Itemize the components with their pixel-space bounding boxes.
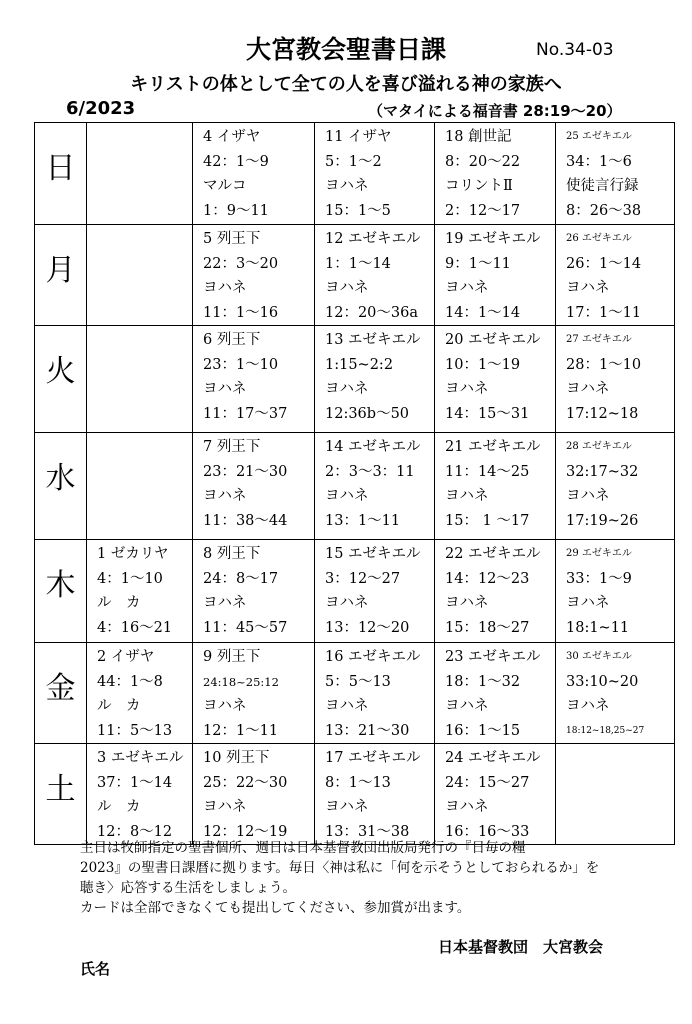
reading-verses: 14：12～23 — [445, 570, 530, 587]
reading-book: ヨハネ — [203, 381, 247, 397]
reading-verses: 11：1～16 — [203, 304, 279, 321]
reading-cell — [556, 123, 675, 225]
notes — [80, 838, 640, 918]
reading-book: ヨハネ — [203, 488, 247, 504]
reading-verses: 8：20～22 — [445, 153, 521, 170]
reading-cell — [87, 123, 193, 225]
reading-book: ヨハネ — [445, 799, 489, 815]
reading-cell — [556, 326, 675, 433]
subtitle: キリストの体として全ての人を喜び溢れる神の家族へ — [130, 74, 562, 95]
reading-book: コリントⅡ — [445, 178, 513, 194]
reading-book: ル カ — [97, 698, 141, 714]
reading-cell — [556, 744, 675, 845]
reading-cell — [315, 225, 435, 326]
reading-verses: 33:10~20 — [566, 673, 639, 690]
reading-verses: 13：1～11 — [325, 512, 401, 529]
reading-date-book: 22 エゼキエル — [445, 546, 541, 562]
reading-cell — [435, 540, 556, 643]
note-line: 主日は牧師指定の聖書個所、週日は日本基督教団出版局発行の『日毎の糧 — [80, 840, 526, 856]
reading-book: ヨハネ — [445, 488, 489, 504]
reading-verses: 24：15～27 — [445, 774, 530, 791]
reading-date-book: 19 エゼキエル — [445, 231, 541, 247]
reading-book: ヨハネ — [325, 488, 369, 504]
reading-cell — [556, 540, 675, 643]
weekday-label: 月 — [35, 225, 87, 326]
reading-verses: 1：1～14 — [325, 255, 391, 272]
reading-date-book: 14 エゼキエル — [325, 439, 421, 455]
calendar-row — [35, 744, 675, 845]
reading-verses: 17:12~18 — [566, 405, 639, 422]
theme-verse: （マタイによる福音書 28:19～20） — [368, 102, 622, 120]
reading-date-book: 26 エゼキエル — [566, 233, 632, 244]
reading-date-book: 6 列王下 — [203, 332, 261, 348]
reading-verses: 23：21～30 — [203, 463, 288, 480]
reading-verses: 8：1～13 — [325, 774, 391, 791]
reading-verses: 3：12～27 — [325, 570, 401, 587]
weekday-label: 火 — [35, 326, 87, 433]
reading-cell — [556, 433, 675, 540]
reading-verses: 17：1～11 — [566, 304, 642, 321]
reading-verses: 13：21～30 — [325, 722, 410, 739]
reading-verses: 13：31～38 — [325, 823, 410, 840]
reading-verses: 1:15~2:2 — [325, 356, 394, 373]
reading-verses: 42：1～9 — [203, 153, 269, 170]
reading-verses: 26：1～14 — [566, 255, 642, 272]
reading-verses: 1：9～11 — [203, 202, 269, 219]
reading-book: ヨハネ — [203, 280, 247, 296]
reading-verses: 33：1～9 — [566, 570, 632, 587]
reading-date-book: 9 列王下 — [203, 649, 261, 665]
reading-cell — [87, 643, 193, 744]
reading-cell — [435, 643, 556, 744]
reading-book: 使徒言行録 — [566, 178, 639, 194]
reading-verses: 18：1～32 — [445, 673, 521, 690]
reading-verses: 17:19~26 — [566, 512, 639, 529]
reading-calendar — [34, 122, 675, 845]
reading-verses: 18:1~11 — [566, 619, 630, 636]
reading-date-book: 27 エゼキエル — [566, 334, 632, 345]
document-number: No.34-03 — [536, 40, 614, 60]
reading-cell — [435, 744, 556, 845]
reading-book: ヨハネ — [203, 698, 247, 714]
reading-book: ヨハネ — [445, 698, 489, 714]
reading-verses: 15：1～5 — [325, 202, 391, 219]
reading-cell — [435, 225, 556, 326]
reading-date-book: 5 列王下 — [203, 231, 261, 247]
reading-verses: 15： 1 ～17 — [445, 512, 530, 529]
reading-verses: 16：16～33 — [445, 823, 530, 840]
reading-cell — [87, 225, 193, 326]
reading-cell — [193, 433, 315, 540]
reading-verses: 12：12～19 — [203, 823, 288, 840]
reading-book: ヨハネ — [445, 280, 489, 296]
reading-cell — [193, 326, 315, 433]
reading-book: ル カ — [97, 595, 141, 611]
weekday-label: 土 — [35, 744, 87, 845]
reading-cell — [193, 744, 315, 845]
reading-book: ヨハネ — [445, 381, 489, 397]
reading-book: ヨハネ — [325, 595, 369, 611]
reading-date-book: 17 エゼキエル — [325, 750, 421, 766]
calendar-row — [35, 643, 675, 744]
reading-cell — [315, 326, 435, 433]
reading-book: ヨハネ — [566, 698, 610, 714]
calendar-row — [35, 540, 675, 643]
reading-verses: 5：1～2 — [325, 153, 382, 170]
reading-date-book: 24 エゼキエル — [445, 750, 541, 766]
reading-cell — [315, 744, 435, 845]
reading-cell — [435, 433, 556, 540]
calendar-row — [35, 225, 675, 326]
reading-date-book: 20 エゼキエル — [445, 332, 541, 348]
reading-date-book: 21 エゼキエル — [445, 439, 541, 455]
reading-cell — [556, 225, 675, 326]
reading-verses: 25：22～30 — [203, 774, 288, 791]
month-label: 6/2023 — [66, 98, 136, 119]
note-line: 聴き〉応答する生活をしましょう。 — [80, 880, 296, 896]
reading-date-book: 16 エゼキエル — [325, 649, 421, 665]
reading-verses: 11：14～25 — [445, 463, 530, 480]
reading-book: ヨハネ — [566, 488, 610, 504]
reading-verses: 32:17~32 — [566, 463, 639, 480]
reading-book: ヨハネ — [566, 595, 610, 611]
reading-cell — [315, 540, 435, 643]
reading-verses: 5：5～13 — [325, 673, 391, 690]
reading-date-book: 13 エゼキエル — [325, 332, 421, 348]
reading-cell — [87, 744, 193, 845]
reading-book: ヨハネ — [325, 178, 369, 194]
note-line: 2023』の聖書日課暦に拠ります。毎日〈神は私に「何を示そうとしておられるか」を — [80, 860, 600, 876]
reading-book: マルコ — [203, 178, 247, 194]
reading-verses: 23：1～10 — [203, 356, 279, 373]
reading-verses: 34：1～6 — [566, 153, 632, 170]
reading-book: ヨハネ — [203, 595, 247, 611]
reading-book: ヨハネ — [325, 698, 369, 714]
reading-verses: 2：3～3：11 — [325, 463, 415, 480]
reading-cell — [193, 123, 315, 225]
reading-book: ヨハネ — [445, 595, 489, 611]
reading-verses: 4：16～21 — [97, 619, 173, 636]
reading-verses: 8：26～38 — [566, 202, 642, 219]
reading-verses: 14：15～31 — [445, 405, 530, 422]
weekday-label: 水 — [35, 433, 87, 540]
reading-book: ル カ — [97, 799, 141, 815]
reading-verses: 37：1～14 — [97, 774, 173, 791]
reading-verses: 13：12～20 — [325, 619, 410, 636]
reading-date-book: 15 エゼキエル — [325, 546, 421, 562]
reading-verses: 44：1～8 — [97, 673, 163, 690]
reading-date-book: 2 イザヤ — [97, 649, 155, 665]
page-title: 大宮教会聖書日課 — [245, 35, 446, 64]
weekday-label: 日 — [35, 123, 87, 225]
weekday-label: 木 — [35, 540, 87, 643]
reading-cell — [435, 123, 556, 225]
reading-cell — [315, 123, 435, 225]
note-line: カードは全部できなくても提出してください、参加賞が出ます。 — [80, 900, 471, 916]
reading-cell — [435, 326, 556, 433]
reading-verses: 12：20～36a — [325, 304, 418, 321]
reading-cell — [556, 643, 675, 744]
reading-verses: 4：1～10 — [97, 570, 163, 587]
reading-verses: 22：3～20 — [203, 255, 279, 272]
reading-date-book: 11 イザヤ — [325, 129, 392, 145]
reading-cell — [87, 433, 193, 540]
reading-book: ヨハネ — [566, 381, 610, 397]
reading-date-book: 3 エゼキエル — [97, 750, 184, 766]
reading-verses: 9：1～11 — [445, 255, 511, 272]
reading-cell — [193, 540, 315, 643]
reading-date-book: 28 エゼキエル — [566, 441, 632, 452]
reading-verses: 28：1～10 — [566, 356, 642, 373]
reading-verses: 2：12～17 — [445, 202, 521, 219]
reading-verses: 11：38～44 — [203, 512, 288, 529]
reading-date-book: 18 創世記 — [445, 129, 512, 145]
reading-verses: 16：1～15 — [445, 722, 521, 739]
reading-date-book: 10 列王下 — [203, 750, 270, 766]
reading-cell — [315, 643, 435, 744]
reading-date-book: 12 エゼキエル — [325, 231, 421, 247]
reading-date-book: 7 列王下 — [203, 439, 261, 455]
reading-book: ヨハネ — [325, 280, 369, 296]
reading-verses: 18:12~18,25~27 — [566, 725, 645, 736]
reading-cell — [193, 643, 315, 744]
reading-verses: 12：1～11 — [203, 722, 279, 739]
reading-date-book: 30 エゼキエル — [566, 651, 632, 662]
weekday-label: 金 — [35, 643, 87, 744]
calendar-row — [35, 123, 675, 225]
reading-verses: 24:18~25:12 — [203, 674, 279, 689]
reading-book: ヨハネ — [325, 381, 369, 397]
name-label: 氏名 — [80, 960, 111, 978]
calendar-row — [35, 433, 675, 540]
reading-cell — [87, 326, 193, 433]
reading-cell — [315, 433, 435, 540]
reading-verses: 15：18～27 — [445, 619, 530, 636]
reading-book: ヨハネ — [203, 799, 247, 815]
reading-verses: 14：1～14 — [445, 304, 521, 321]
reading-verses: 12:36b～50 — [325, 405, 410, 422]
church-name: 日本基督教団 大宮教会 — [438, 938, 604, 956]
reading-date-book: 25 エゼキエル — [566, 131, 632, 142]
reading-verses: 10：1～19 — [445, 356, 521, 373]
reading-date-book: 23 エゼキエル — [445, 649, 541, 665]
reading-date-book: 8 列王下 — [203, 546, 261, 562]
reading-cell — [87, 540, 193, 643]
reading-date-book: 29 エゼキエル — [566, 548, 632, 559]
reading-book: ヨハネ — [566, 280, 610, 296]
reading-verses: 12：8～12 — [97, 823, 173, 840]
reading-date-book: 1 ゼカリヤ — [97, 546, 169, 562]
reading-verses: 24：8～17 — [203, 570, 279, 587]
reading-verses: 11：17～37 — [203, 405, 288, 422]
reading-book: ヨハネ — [325, 799, 369, 815]
reading-verses: 11：45～57 — [203, 619, 288, 636]
reading-cell — [193, 225, 315, 326]
calendar-row — [35, 326, 675, 433]
reading-date-book: 4 イザヤ — [203, 129, 261, 145]
reading-verses: 11：5～13 — [97, 722, 173, 739]
